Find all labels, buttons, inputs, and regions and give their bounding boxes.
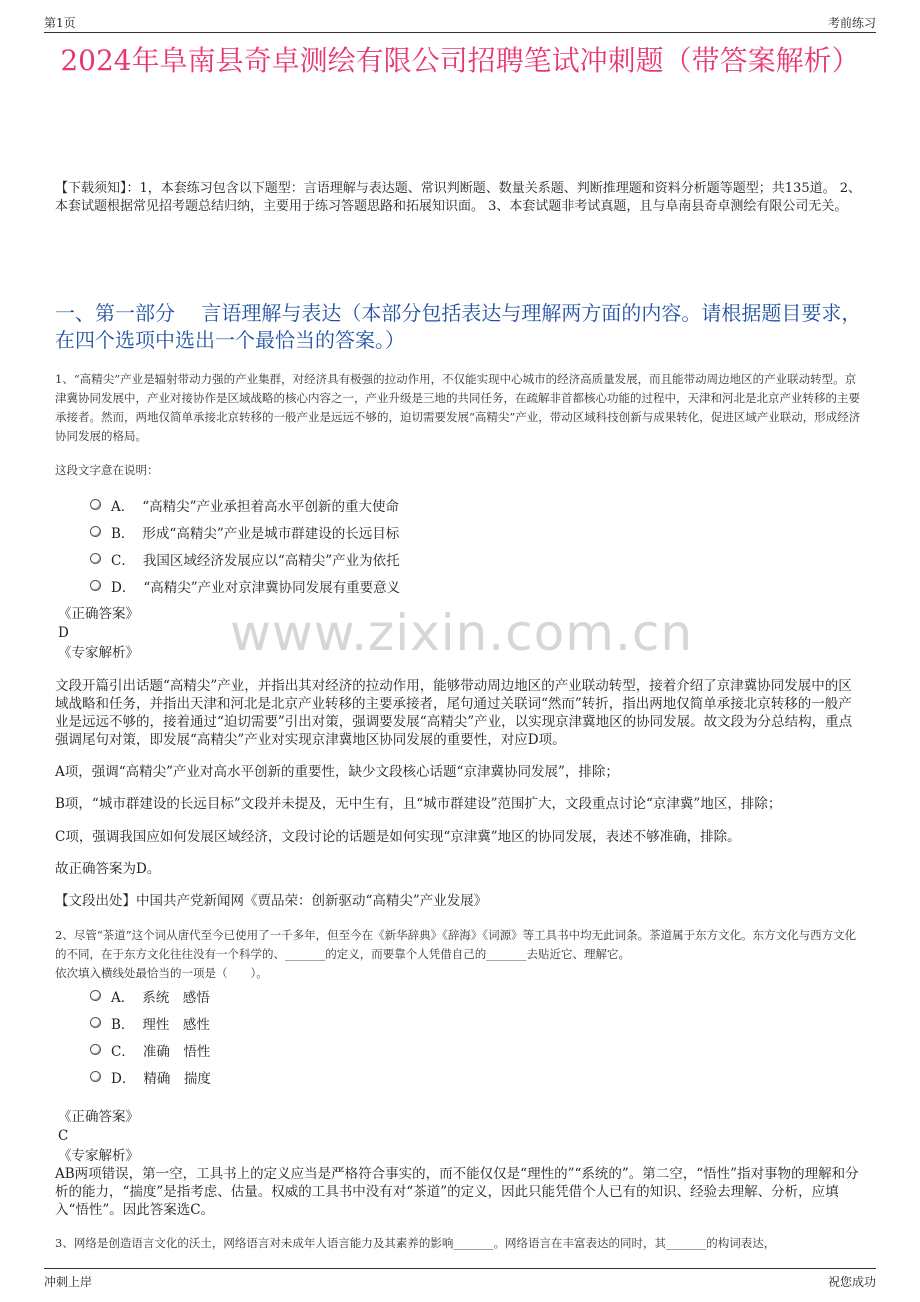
radio-icon[interactable] [90, 553, 101, 564]
option-letter: D． [111, 1070, 136, 1087]
analysis-paragraph: A项，强调“高精尖”产业对高水平创新的重要性，缺少文段核心话题“京津冀协同发展”，排除； [55, 764, 619, 780]
footer-left: 冲刺上岸 [44, 1275, 93, 1289]
option-letter: A． [111, 989, 135, 1006]
option-text: 系统 感悟 [142, 989, 210, 1006]
analysis-paragraph: B项，“城市群建设的长远目标”文段并未提及，无中生有，且“城市群建设”范围扩大，文段重点讨论“京津冀”地区，排除； [55, 796, 782, 812]
radio-icon[interactable] [90, 499, 101, 510]
question-3-text: 3、网络是创造语言文化的沃土，网络语言对未成年人语言能力及其素养的影响_______。网络语言在丰富表达的同时，其_______的构词表达， [55, 1236, 776, 1250]
option-letter: B． [111, 525, 135, 542]
analysis-paragraph: 文段开篇引出话题“高精尖”产业，并指出其对经济的拉动作用，能够带动周边地区的产业联动转型，接着介绍了京津冀协同发展中的区域战略和任务，并指出天津和河北是北京产业转移的主要承接者，尾句通过关联词“然而”转折，指出两地仅简单承接北京转移的一般产业是远远不够的，接着通过“迫切需要”引出对策，强调要发展“高精尖”产业，以实现京津冀地区的协同发展。故文段为分总结构，重点强调尾句对策，即发展“高精尖”产业对实现京津冀地区协同发展的重要性，对应D项。 [55, 678, 853, 748]
page-header [44, 12, 876, 33]
answer-label: 《正确答案》 [58, 606, 139, 622]
answer-value: D [58, 625, 69, 641]
page-number: 第1页 [44, 16, 76, 30]
header-tag: 考前练习 [827, 16, 876, 30]
radio-icon[interactable] [90, 580, 101, 591]
question-1-stem: 这段文字意在说明： [55, 463, 159, 477]
analysis-paragraph: C项，强调我国应如何发展区域经济，文段讨论的话题是如何实现“京津冀”地区的协同发展，表述不够准确，排除。 [55, 829, 741, 845]
watermark: www.zixin.com.cn [230, 604, 694, 662]
option-b[interactable] [90, 1009, 860, 1036]
analysis-paragraph: 故正确答案为D。 [55, 861, 161, 877]
question-1-text: 1、“高精尖”产业是辐射带动力强的产业集群，对经济具有极强的拉动作用，不仅能实现中心城市的经济高质量发展，而且能带动周边地区的产业联动转型。京津冀协同发展中，产业对接协作是区域战略的核心内容之一，产业升级是三地的共同任务，在疏解非首都核心功能的过程中，天津和河北是北京产业转移的主要承接者。然而，两地仅简单承接北京转移的一般产业是远远不够的，迫切需要发展“高精尖”产业，带动区域科技创新与成果转化，促进区域产业联动，形成经济协同发展的格局。 [55, 372, 861, 443]
radio-icon[interactable] [90, 1017, 101, 1028]
option-letter: C． [111, 1043, 135, 1060]
option-text: 准确 悟性 [142, 1043, 211, 1060]
option-letter: C． [111, 552, 135, 569]
option-letter: A． [111, 498, 135, 515]
radio-icon[interactable] [90, 526, 101, 537]
option-text: “高精尖”产业对京津冀协同发展有重要意义 [143, 579, 401, 596]
radio-icon[interactable] [90, 1071, 101, 1082]
option-letter: D． [111, 579, 136, 596]
option-a[interactable] [90, 982, 860, 1009]
question-2-stem: 依次填入横线处最恰当的一项是（ ）。 [55, 966, 268, 980]
option-a[interactable] [90, 491, 860, 518]
option-b[interactable] [90, 518, 860, 545]
question-2-options [90, 982, 860, 1090]
option-letter: B． [111, 1016, 135, 1033]
radio-icon[interactable] [90, 1044, 101, 1055]
option-text: 我国区域经济发展应以“高精尖”产业为依托 [142, 552, 400, 569]
option-c[interactable] [90, 545, 860, 572]
radio-icon[interactable] [90, 990, 101, 1001]
download-notice: 【下载须知】：1，本套练习包含以下题型：言语理解与表达题、常识判断题、数量关系题、判断推理题和资料分析题等题型；共135道。 2、本套试题根据常见招考题总结归纳，主要用于练习答题思路和拓展知识面。 3、本套试题非考试真题，且与阜南县奇卓测绘有限公司无关。 [55, 181, 861, 214]
section-title: 一、第一部分 言语理解与表达（本部分包括表达与理解两方面的内容。请根据题目要求，在四个选项中选出一个最恰当的答案。） [55, 301, 862, 352]
document-title: 2024年阜南县奇卓测绘有限公司招聘笔试冲刺题（带答案解析） [60, 44, 860, 77]
question-2-text: 2、尽管“茶道”这个词从唐代至今已使用了一千多年，但至今在《新华辞典》《辞海》《词源》等工具书中均无此词条。茶道属于东方文化。东方文化与西方文化的不同，在于东方文化往往没有一个科学的、_______的定义，而要靠个人凭借自己的_______去贴近它、理解它。 [55, 928, 857, 961]
analysis-paragraph: AB两项错误，第一空，工具书上的定义应当是严格符合事实的，而不能仅仅是“理性的”“系统的”。第二空，“悟性”指对事物的理解和分析的能力，“揣度”是指考虑、估量。权威的工具书中没有对“茶道”的定义，因此只能凭借个人已有的知识、经验去理解、分析，应填入“悟性”。因此答案选C。 [55, 1166, 859, 1218]
footer-right: 祝您成功 [827, 1275, 876, 1289]
option-d[interactable] [90, 1063, 860, 1090]
answer-value: C [58, 1128, 69, 1144]
option-c[interactable] [90, 1036, 860, 1063]
option-text: “高精尖”产业承担着高水平创新的重大使命 [142, 498, 400, 515]
question-1-options [90, 491, 860, 599]
option-text: 理性 感性 [142, 1016, 210, 1033]
option-d[interactable] [90, 572, 860, 599]
answer-label: 《正确答案》 [58, 1109, 139, 1125]
analysis-label: 《专家解析》 [58, 1148, 139, 1164]
page-footer [44, 1268, 876, 1291]
option-text: 精确 揣度 [143, 1070, 211, 1087]
analysis-label: 《专家解析》 [58, 645, 139, 661]
source-citation: 【文段出处】中国共产党新闻网《贾品荣：创新驱动“高精尖”产业发展》 [55, 893, 488, 909]
option-text: 形成“高精尖”产业是城市群建设的长远目标 [142, 525, 400, 542]
